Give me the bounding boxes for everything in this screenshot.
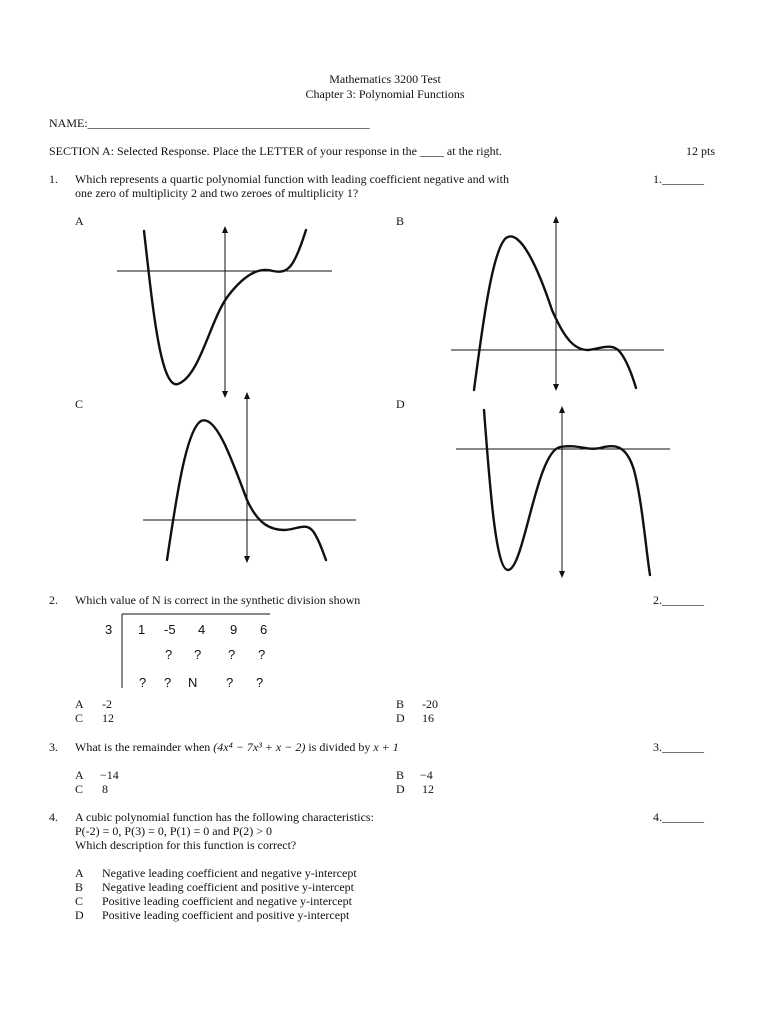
option-letter: C bbox=[75, 894, 84, 908]
option-letter: C bbox=[75, 782, 84, 796]
option-letter: D bbox=[396, 782, 405, 796]
option-letter: B bbox=[396, 697, 405, 711]
option-value: Positive leading coefficient and negative y-intercept bbox=[102, 894, 353, 908]
option-letter: A bbox=[75, 866, 84, 880]
option-letter: B bbox=[396, 768, 405, 782]
unknown-value: ? bbox=[165, 647, 173, 662]
divisor-value: 3 bbox=[105, 622, 113, 637]
coefficient: 4 bbox=[198, 622, 206, 637]
unknown-value: ? bbox=[164, 675, 172, 690]
answer-blank[interactable]: 1._______ bbox=[653, 172, 704, 186]
graph-label-a: A bbox=[75, 214, 84, 228]
unknown-value: ? bbox=[258, 647, 266, 662]
coefficient: 6 bbox=[260, 622, 268, 637]
option-letter: B bbox=[75, 880, 84, 894]
graph-label-d: D bbox=[396, 397, 405, 411]
unknown-value: ? bbox=[256, 675, 264, 690]
option-letter: D bbox=[75, 908, 84, 922]
question-text: Which represents a quartic polynomial function with leading coefficient negative and with bbox=[75, 172, 509, 186]
coefficient: -5 bbox=[164, 622, 176, 637]
section-a-instructions: SECTION A: Selected Response. Place the LETTER of your response in the ____ at the right. bbox=[49, 144, 502, 158]
unknown-value: ? bbox=[139, 675, 147, 690]
option-value: 16 bbox=[422, 711, 434, 725]
option-value: -2 bbox=[102, 697, 112, 711]
option-value: −14 bbox=[100, 768, 119, 782]
option-value: Negative leading coefficient and negative y-intercept bbox=[102, 866, 357, 880]
question-number: 4. bbox=[49, 810, 58, 824]
question-number: 2. bbox=[49, 593, 58, 607]
question-text: Which value of N is correct in the synthetic division shown bbox=[75, 593, 361, 607]
graph-label-b: B bbox=[396, 214, 405, 228]
n-value: N bbox=[188, 675, 198, 690]
page-title: Mathematics 3200 Test bbox=[329, 72, 441, 86]
question-text: A cubic polynomial function has the following characteristics: bbox=[75, 810, 374, 824]
answer-blank[interactable]: 2._______ bbox=[653, 593, 704, 607]
section-a-points: 12 pts bbox=[686, 144, 716, 158]
unknown-value: ? bbox=[228, 647, 236, 662]
answer-blank[interactable]: 4._______ bbox=[653, 810, 704, 824]
option-value: −4 bbox=[420, 768, 433, 782]
answer-blank[interactable]: 3._______ bbox=[653, 740, 704, 754]
question-text: Which description for this function is correct? bbox=[75, 838, 297, 852]
option-value: -20 bbox=[422, 697, 438, 711]
option-value: Positive leading coefficient and positive y-intercept bbox=[102, 908, 350, 922]
question-text-middle: is divided by bbox=[305, 740, 374, 754]
unknown-value: ? bbox=[226, 675, 234, 690]
question-text: P(-2) = 0, P(3) = 0, P(1) = 0 and P(2) > 0 bbox=[75, 824, 273, 838]
question-number: 1. bbox=[49, 172, 58, 186]
option-letter: C bbox=[75, 711, 84, 725]
polynomial-expression: (4x⁴ − 7x³ + x − 2) bbox=[213, 740, 306, 754]
page-subtitle: Chapter 3: Polynomial Functions bbox=[305, 87, 465, 101]
question-text: one zero of multiplicity 2 and two zeroes of multiplicity 1? bbox=[75, 186, 359, 200]
option-letter: A bbox=[75, 768, 84, 782]
unknown-value: ? bbox=[194, 647, 202, 662]
option-value: 12 bbox=[102, 711, 114, 725]
option-value: 12 bbox=[422, 782, 434, 796]
divisor-expression: x + 1 bbox=[373, 740, 399, 754]
name-field[interactable]: NAME:_______________________________________________ bbox=[49, 116, 370, 130]
question-text bbox=[75, 740, 399, 755]
coefficient: 9 bbox=[230, 622, 238, 637]
option-letter: A bbox=[75, 697, 84, 711]
question-number: 3. bbox=[49, 740, 58, 754]
coefficient: 1 bbox=[138, 622, 146, 637]
option-letter: D bbox=[396, 711, 405, 725]
option-value: 8 bbox=[102, 782, 108, 796]
option-value: Negative leading coefficient and positive y-intercept bbox=[102, 880, 355, 894]
question-text-start: What is the remainder when bbox=[75, 740, 214, 754]
graph-label-c: C bbox=[75, 397, 84, 411]
